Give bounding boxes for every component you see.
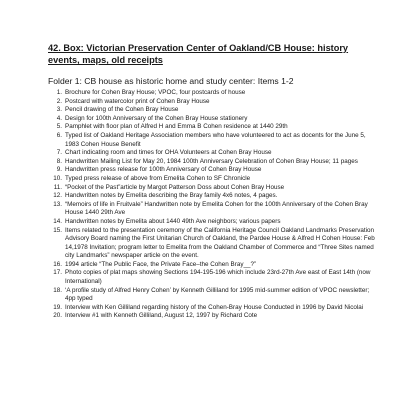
item-text: Interview #1 with Kenneth Gilliland, August 12, 1997 by Richard Cote [65,312,258,320]
item-number: 6. [56,131,62,139]
item-number: 5. [56,123,62,131]
folder-heading: Folder 1: CB house as historic home and study center: Items 1-2 [48,76,294,86]
item-text: Handwritten press release for 100th Anniversary of Cohen Bray House [65,166,262,174]
list-item [48,89,378,98]
item-number: 8. [56,157,62,165]
item-text: “Memoirs of life in Fruitvale” Handwritten note by Emelita Cohen for the 100th Anniversary of the Cohen Bray House 1440 29th Ave [65,200,368,217]
list-item [48,123,378,132]
list-item [48,158,378,167]
item-number: 7. [56,149,62,157]
item-number: 4. [56,114,62,122]
list-item [48,261,378,270]
item-number: 17. [53,269,62,277]
item-number: 11. [53,183,62,191]
list-item [48,192,378,201]
item-number: 19. [53,303,62,311]
item-text: Brochure for Cohen Bray House; VPOC, four postcards of house [65,89,246,96]
item-text: Design for 100th Anniversary of the Cohen Bray House stationery [65,114,248,122]
list-item [48,115,378,124]
box-heading: 42. Box: Victorian Preservation Center of Oakland/CB House: history events, maps, old receipts [48,43,349,65]
item-number: 9. [56,166,62,174]
item-text: Handwritten notes by Emelita about 1440 49th Ave neighbors; various papers [65,217,281,225]
item-number: 20. [53,312,62,320]
list-item [48,312,378,321]
item-number: 3. [56,106,62,114]
list-item [48,287,378,304]
document-page [48,42,378,321]
list-item [48,98,378,107]
item-text: Typed press release of above from Emelita Cohen to SF Chronicle [65,174,251,182]
item-list [48,89,378,321]
list-item [48,304,378,313]
item-number: 1. [56,89,62,96]
item-number: 14. [53,217,62,225]
item-text: Items related to the presentation ceremony of the California Heritage Council Oakland Landmarks Preservation Advisory Board naming the First Unitarian Church of Oakland, the Pardee House & Alfred H Cohen House: Feb 14,1978 Invitation; program letter to Emelita from the Oakland Chamber of Commerce and “Three Sites named city Landmarks” newspaper article on the event. [65,226,375,260]
item-text: Pamphlet with floor plan of Alfred H and Emma B Cohen residence at 1440 29th [65,123,288,131]
list-item [48,184,378,193]
item-text: Photo copies of plat maps showing Sections 194-195-196 which include 23rd-27th Ave east of East 14th (now International) [65,269,371,286]
list-item [48,218,378,227]
item-text: Postcard with watercolor print of Cohen Bray House [65,97,210,105]
item-number: 18. [53,286,62,294]
item-text: Chart indicating room and times for OHA Volunteers at Cohen Bray House [65,149,272,157]
list-item [48,106,378,115]
list-item [48,227,378,261]
item-text: Pencil drawing of the Cohen Bray House [65,106,179,114]
item-text: Handwritten Mailing List for May 20, 1984 100th Anniversary Celebration of Cohen Bray House; 11 pages [65,157,358,165]
item-number: 16. [53,260,62,268]
item-text: Handwritten notes by Emelita describing the Bray family 4x6 notes, 4 pages. [65,192,278,200]
item-number: 13. [53,200,62,208]
list-item [48,201,378,218]
list-item [48,132,378,149]
item-number: 15. [53,226,62,234]
item-text: ‘A profile study of Alfred Henry Cohen’ by Kenneth Gilliland for 1995 mid-summer edition of VPOC newsletter; 4pp typed [65,286,370,303]
list-item [48,175,378,184]
item-number: 12. [53,192,62,200]
item-number: 10. [53,174,62,182]
item-number: 2. [56,97,62,105]
item-text: 1994 article “The Public Face, the Private Face–the Cohen Bray__?” [65,260,257,268]
item-text: “Pocket of the Past”article by Margot Patterson Doss about Cohen Bray House [65,183,285,191]
list-item [48,269,378,286]
item-text: Interview with Ken Gilliland regarding history of the Cohen-Bray House Conducted in 1996 by David Nicolai [65,303,364,311]
item-text: Typed list of Oakland Heritage Association members who have volunteered to act as docents for the June 5, 1983 Cohen House Benefit [65,131,366,148]
list-item [48,149,378,158]
list-item [48,166,378,175]
